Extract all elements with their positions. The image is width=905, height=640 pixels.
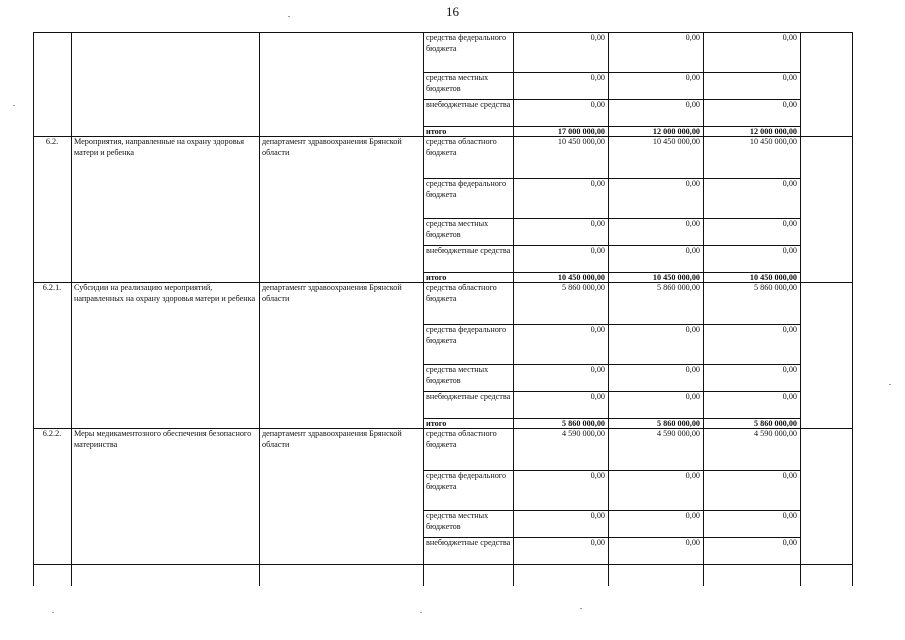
- funding-source: средства областного бюджета: [426, 429, 497, 449]
- funding-source: средства федерального бюджета: [426, 325, 507, 345]
- amount-v2: 0,00: [685, 392, 700, 401]
- measure-name: Меры медикаментозного обеспечения безопасного материнства: [74, 429, 252, 449]
- amount-v3: 5 860 000,00: [754, 283, 797, 292]
- amount-v2: 0,00: [685, 179, 700, 188]
- amount-v1: 4 590 000,00: [562, 429, 605, 438]
- amount-v3: 0,00: [782, 246, 797, 255]
- amount-v1: 0,00: [590, 365, 605, 374]
- amount-v1: 10 450 000,00: [557, 273, 605, 282]
- executor-name: департамент здравоохранения Брянской области: [262, 283, 402, 303]
- amount-v2: 0,00: [685, 325, 700, 334]
- column-divider: [703, 32, 704, 586]
- amount-v3: 0,00: [782, 33, 797, 42]
- amount-v2: 10 450 000,00: [652, 137, 700, 146]
- amount-v1: 10 450 000,00: [557, 137, 605, 146]
- amount-v2: 4 590 000,00: [657, 429, 700, 438]
- funding-source: средства федерального бюджета: [426, 471, 507, 491]
- scan-speck: [580, 608, 582, 609]
- total-label: итого: [426, 419, 447, 428]
- amount-v3: 0,00: [782, 219, 797, 228]
- funding-source: средства федерального бюджета: [426, 33, 507, 53]
- amount-v2: 0,00: [685, 100, 700, 109]
- amount-v1: 17 000 000,00: [557, 127, 605, 136]
- row-divider: [33, 564, 853, 565]
- amount-v3: 12 000 000,00: [749, 127, 797, 136]
- executor-name: департамент здравоохранения Брянской области: [262, 137, 402, 157]
- amount-v3: 10 450 000,00: [749, 273, 797, 282]
- funding-source: внебюджетные средства: [426, 246, 511, 255]
- amount-v2: 0,00: [685, 219, 700, 228]
- amount-v1: 0,00: [590, 100, 605, 109]
- column-divider: [71, 32, 72, 586]
- column-divider: [852, 32, 853, 586]
- amount-v1: 5 860 000,00: [562, 419, 605, 428]
- measure-name: Мероприятия, направленные на охрану здоровья матери и ребенка: [74, 137, 245, 157]
- column-divider: [423, 32, 424, 586]
- total-label: итого: [426, 273, 447, 282]
- amount-v1: 0,00: [590, 325, 605, 334]
- amount-v3: 4 590 000,00: [754, 429, 797, 438]
- amount-v1: 0,00: [590, 219, 605, 228]
- amount-v2: 0,00: [685, 365, 700, 374]
- amount-v1: 0,00: [590, 33, 605, 42]
- measure-number: 6.2.2.: [42, 429, 62, 438]
- amount-v1: 0,00: [590, 179, 605, 188]
- column-divider: [259, 32, 260, 586]
- scan-speck: [420, 612, 422, 613]
- amount-v2: 0,00: [685, 33, 700, 42]
- executor-name: департамент здравоохранения Брянской области: [262, 429, 402, 449]
- amount-v3: 5 860 000,00: [754, 419, 797, 428]
- amount-v3: 0,00: [782, 73, 797, 82]
- amount-v1: 0,00: [590, 471, 605, 480]
- amount-v3: 0,00: [782, 511, 797, 520]
- measure-number: 6.2.: [45, 137, 59, 146]
- scan-speck: [52, 612, 54, 613]
- amount-v3: 0,00: [782, 471, 797, 480]
- amount-v2: 0,00: [685, 73, 700, 82]
- scan-speck: [13, 105, 15, 106]
- total-label: итого: [426, 127, 447, 136]
- amount-v2: 12 000 000,00: [652, 127, 700, 136]
- amount-v1: 0,00: [590, 538, 605, 547]
- amount-v2: 0,00: [685, 246, 700, 255]
- amount-v1: 0,00: [590, 511, 605, 520]
- amount-v3: 0,00: [782, 365, 797, 374]
- amount-v1: 0,00: [590, 392, 605, 401]
- funding-source: средства областного бюджета: [426, 137, 497, 157]
- column-divider: [33, 32, 34, 586]
- column-divider: [513, 32, 514, 586]
- amount-v2: 0,00: [685, 511, 700, 520]
- funding-source: внебюджетные средства: [426, 538, 511, 547]
- funding-source: средства областного бюджета: [426, 283, 497, 303]
- funding-source: средства местных бюджетов: [426, 511, 489, 531]
- amount-v3: 0,00: [782, 392, 797, 401]
- amount-v1: 5 860 000,00: [562, 283, 605, 292]
- measure-name: Субсидии на реализацию мероприятий, направленных на охрану здоровья матери и ребенка: [74, 283, 256, 303]
- amount-v3: 0,00: [782, 325, 797, 334]
- column-divider: [800, 32, 801, 586]
- measure-number: 6.2.1.: [42, 283, 62, 292]
- amount-v2: 5 860 000,00: [657, 419, 700, 428]
- amount-v3: 0,00: [782, 538, 797, 547]
- amount-v1: 0,00: [590, 246, 605, 255]
- amount-v3: 0,00: [782, 100, 797, 109]
- amount-v2: 5 860 000,00: [657, 283, 700, 292]
- budget-table: [33, 32, 852, 586]
- amount-v2: 0,00: [685, 471, 700, 480]
- funding-source: средства местных бюджетов: [426, 219, 489, 239]
- funding-source: внебюджетные средства: [426, 100, 511, 109]
- funding-source: средства местных бюджетов: [426, 73, 489, 93]
- column-divider: [608, 32, 609, 586]
- funding-source: средства федерального бюджета: [426, 179, 507, 199]
- amount-v2: 10 450 000,00: [652, 273, 700, 282]
- funding-source: средства местных бюджетов: [426, 365, 489, 385]
- page-number: 16: [446, 4, 459, 19]
- scan-speck: [288, 16, 290, 17]
- funding-source: внебюджетные средства: [426, 392, 511, 401]
- amount-v1: 0,00: [590, 73, 605, 82]
- scan-speck: [889, 384, 891, 385]
- amount-v3: 0,00: [782, 179, 797, 188]
- amount-v3: 10 450 000,00: [749, 137, 797, 146]
- amount-v2: 0,00: [685, 538, 700, 547]
